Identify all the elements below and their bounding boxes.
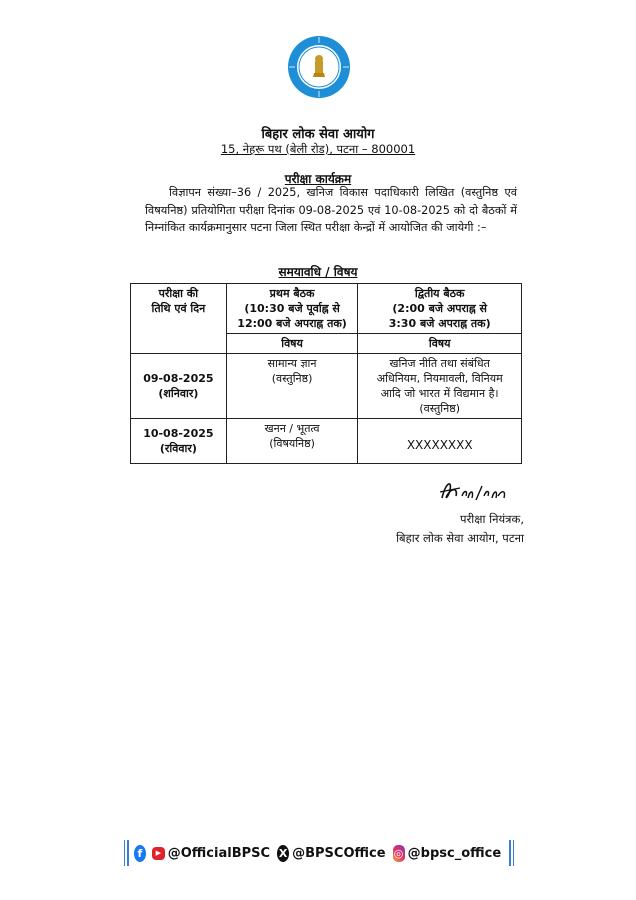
row1-first-subject: [226, 354, 358, 419]
x-handle[interactable]: @BPSCOffice: [292, 845, 386, 861]
handwritten-signature: [438, 476, 510, 504]
subject-label-first: विषय: [226, 334, 358, 354]
organization-name: बिहार लोक सेवा आयोग: [261, 127, 375, 142]
second-sitting-time-2: 3:30 बजे अपराह्न तक): [388, 317, 491, 330]
program-title: परीक्षा कार्यक्रम: [284, 172, 352, 186]
signer-designation: परीक्षा नियंत्रक,: [460, 512, 524, 526]
footer-divider: [509, 840, 510, 866]
notice-text: विज्ञापन संख्या–36 / 2025, खनिज विकास पदाधिकारी लिखित (वस्तुनिष्ठ एवं विषयनिष्ठ) प्रतियोगिता परीक्षा दिनांक 09-08-2025 एवं 10-08-2025 को दो बैठकों में निम्नांकित कार्यक्रमानुसार पटना जिला स्थित परीक्षा केन्द्रों में आयोजित की जायेगी :–: [145, 186, 517, 234]
organization-address: 15, नेहरू पथ (बेली रोड), पटना – 800001: [220, 142, 416, 156]
row1-second-subject: [358, 354, 522, 419]
facebook-icon[interactable]: f: [134, 845, 146, 862]
row2-first-line2: (विषयनिष्ठ): [269, 437, 315, 450]
row2-date-cell: [131, 419, 227, 464]
table-header-row: [131, 284, 522, 334]
row1-second-line2: अधिनियम, नियमावली, विनियम: [376, 372, 503, 385]
bpsc-emblem-logo: [287, 35, 351, 99]
notice-paragraph: [145, 184, 517, 237]
row1-second-line3: आदि जो भारत में विद्यमान है।: [380, 387, 499, 400]
row1-second-line4: (वस्तुनिष्ठ): [419, 402, 461, 415]
x-icon[interactable]: X: [278, 846, 288, 860]
row1-date-cell: [131, 354, 227, 419]
first-sitting-time-1: (10:30 बजे पूर्वाह्न से: [244, 302, 340, 315]
social-footer: [124, 839, 516, 867]
footer-divider: [513, 840, 514, 866]
footer-divider: [124, 840, 125, 866]
header-date-line2: तिथि एवं दिन: [151, 302, 206, 315]
table-row: [131, 354, 522, 419]
header-first-sitting: [226, 284, 358, 334]
second-sitting-time-1: (2:00 बजे अपराह्न से: [392, 302, 487, 315]
second-sitting-title: द्वितीय बैठक: [414, 287, 465, 300]
schedule-title: समयावधि / विषय: [278, 265, 358, 279]
row1-second-line1: खनिज नीति तथा संबंधित: [389, 357, 490, 370]
instagram-handle[interactable]: @bpsc_office: [407, 845, 502, 861]
youtube-icon[interactable]: ▶: [152, 847, 165, 860]
table-row: [131, 419, 522, 464]
footer-divider: [127, 840, 128, 866]
row2-date: 10-08-2025: [143, 427, 214, 440]
signer-office: बिहार लोक सेवा आयोग, पटना: [396, 531, 524, 545]
official-bpsc-handle[interactable]: @OfficialBPSC: [167, 845, 271, 861]
first-sitting-title: प्रथम बैठक: [269, 287, 315, 300]
instagram-icon[interactable]: ◎: [393, 846, 404, 860]
row1-first-line2: (वस्तुनिष्ठ): [271, 372, 313, 385]
row1-date: 09-08-2025: [143, 372, 214, 385]
row1-first-line1: सामान्य ज्ञान: [267, 357, 317, 370]
header-date-cell: [131, 284, 227, 354]
schedule-table: [130, 283, 522, 464]
header-date-line1: परीक्षा की: [158, 287, 199, 300]
row2-first-subject: [226, 419, 358, 464]
row2-first-line1: खनन / भूतत्व: [264, 422, 320, 435]
row2-day: (रविवार): [159, 442, 197, 455]
row2-second-subject: XXXXXXXX: [358, 419, 522, 464]
header-second-sitting: [358, 284, 522, 334]
first-sitting-time-2: 12:00 बजे अपराह्न तक): [237, 317, 347, 330]
subject-label-second: विषय: [358, 334, 522, 354]
row1-day: (शनिवार): [158, 387, 199, 400]
